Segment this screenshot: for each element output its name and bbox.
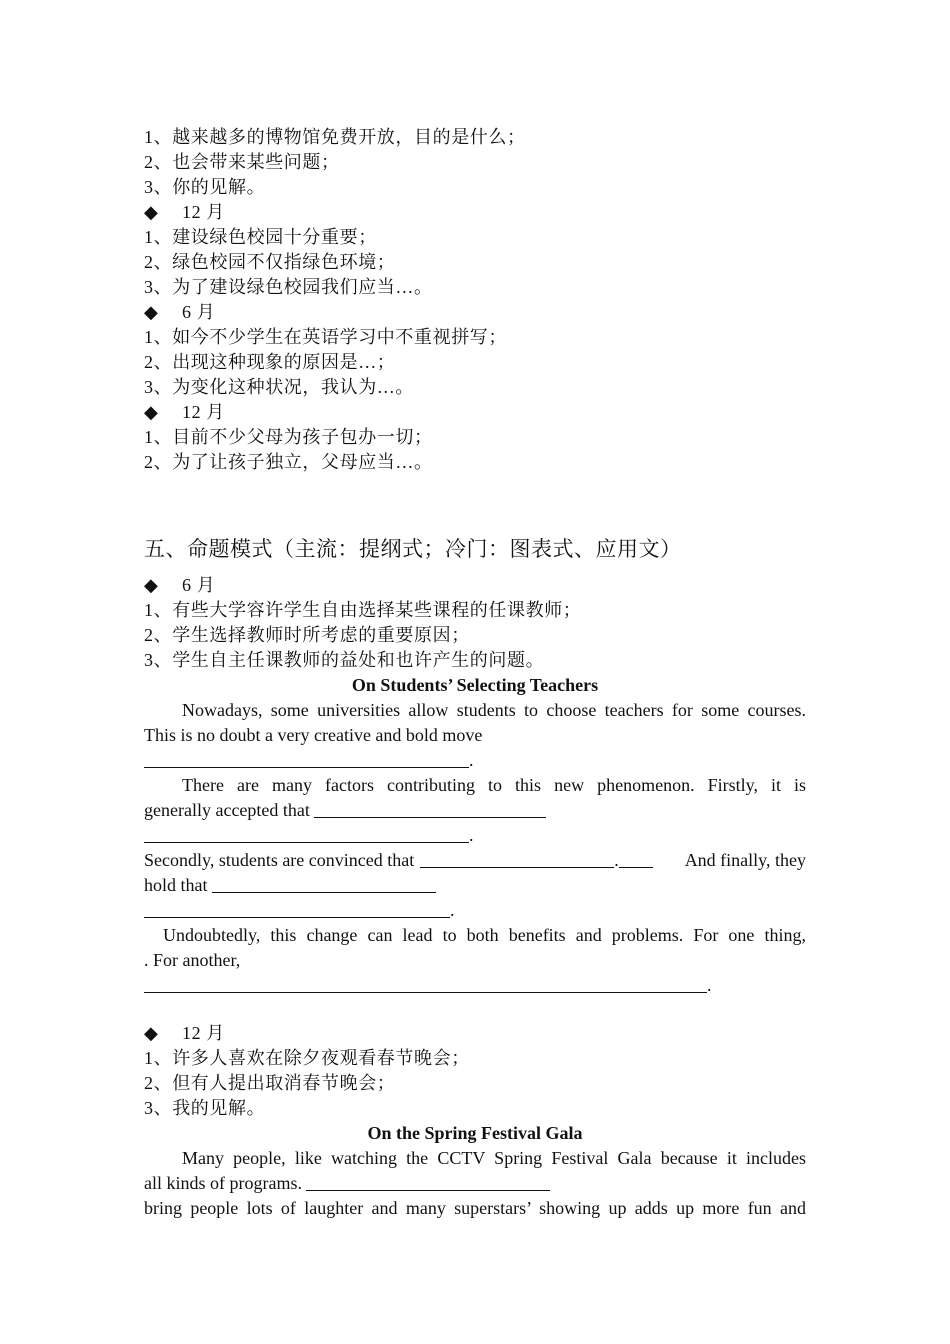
answer-blank[interactable] [314,798,546,818]
outline-line: 1、越来越多的博物馆免费开放，目的是什么； [144,127,526,147]
outline-line: 2、但有人提出取消春节晚会； [144,1073,396,1093]
answer-blank[interactable] [306,1171,550,1191]
paragraph-line: Undoubtedly, this change can lead to both benefits and problems. For one thing, [163,925,806,945]
paragraph-text: hold that [144,875,208,895]
fill-in-row [144,823,806,848]
answer-blank[interactable] [619,848,653,868]
outline-line: 2、学生选择教师时所考虑的重要原因； [144,625,470,645]
period: . [450,900,455,920]
fill-in-row [144,973,806,998]
diamond-bullet-icon: ◆ [144,302,159,322]
fill-in-row [144,898,806,923]
fill-in-row [144,848,806,873]
month-label: 12 月 [182,1023,225,1043]
period: . [469,750,474,770]
outline-line: 3、为变化这种状况，我认为…。 [144,377,414,397]
outline-line: 1、许多人喜欢在除夕夜观看春节晚会； [144,1048,470,1068]
month-marker [144,300,806,325]
month-marker [144,200,806,225]
answer-blank[interactable] [144,748,469,768]
outline-line: 1、有些大学容许学生自由选择某些课程的任课教师； [144,600,582,620]
paragraph-line: There are many factors contributing to this new phenomenon. Firstly, it is [182,775,806,795]
paragraph-line: Nowadays, some universities allow students to choose teachers for some courses. [182,700,806,720]
outline-line: 3、你的见解。 [144,177,266,197]
paragraph-text: And finally, they [684,850,806,870]
fill-in-row [144,748,806,773]
paragraph-line: . For another, [144,950,241,970]
outline-line: 2、绿色校园不仅指绿色环境； [144,252,396,272]
diamond-bullet-icon: ◆ [144,402,159,422]
answer-blank[interactable] [144,823,469,843]
fill-in-row [144,873,806,898]
outline-line: 2、出现这种现象的原因是…； [144,352,396,372]
month-label: 12 月 [182,402,225,422]
answer-blank[interactable] [144,898,450,918]
section-heading: 五、命题模式（主流：提纲式；冷门：图表式、应用文） [144,537,682,561]
diamond-bullet-icon: ◆ [144,575,159,595]
period: . [469,825,474,845]
month-marker [144,1021,806,1046]
outline-line: 2、为了让孩子独立，父母应当…。 [144,452,433,472]
answer-blank[interactable] [420,848,614,868]
essay-title: On the Spring Festival Gala [367,1123,583,1143]
diamond-bullet-icon: ◆ [144,202,159,222]
month-marker [144,573,806,598]
fill-in-row [144,798,806,823]
outline-line: 1、如今不少学生在英语学习中不重视拼写； [144,327,507,347]
month-marker [144,400,806,425]
outline-line: 1、建设绿色校园十分重要； [144,227,377,247]
essay-title: On Students’ Selecting Teachers [351,675,599,695]
period: . [614,850,619,870]
fill-in-row [144,1171,806,1196]
month-label: 12 月 [182,202,225,222]
paragraph-text: all kinds of programs. [144,1173,302,1193]
outline-line: 3、我的见解。 [144,1098,266,1118]
paragraph-text: generally accepted that [144,800,310,820]
paragraph-line: bring people lots of laughter and many superstars’ showing up adds up more fun and [144,1198,806,1218]
outline-block-3 [144,1021,806,1221]
outline-line: 2、也会带来某些问题； [144,152,340,172]
month-label: 6 月 [182,575,216,595]
answer-blank[interactable] [212,873,436,893]
paragraph-line: Many people, like watching the CCTV Spring Festival Gala because it includes [182,1148,806,1168]
paragraph-line: This is no doubt a very creative and bold move [144,725,483,745]
paragraph-text: Secondly, students are convinced that [144,850,415,870]
diamond-bullet-icon: ◆ [144,1023,159,1043]
month-label: 6 月 [182,302,216,322]
answer-blank[interactable] [144,973,707,993]
outline-block-1 [144,125,806,475]
outline-line: 1、目前不少父母为孩子包办一切； [144,427,433,447]
outline-block-2 [144,573,806,998]
outline-line: 3、学生自主任课教师的益处和也许产生的问题。 [144,650,545,670]
period: . [707,975,712,995]
outline-line: 3、为了建设绿色校园我们应当…。 [144,277,433,297]
